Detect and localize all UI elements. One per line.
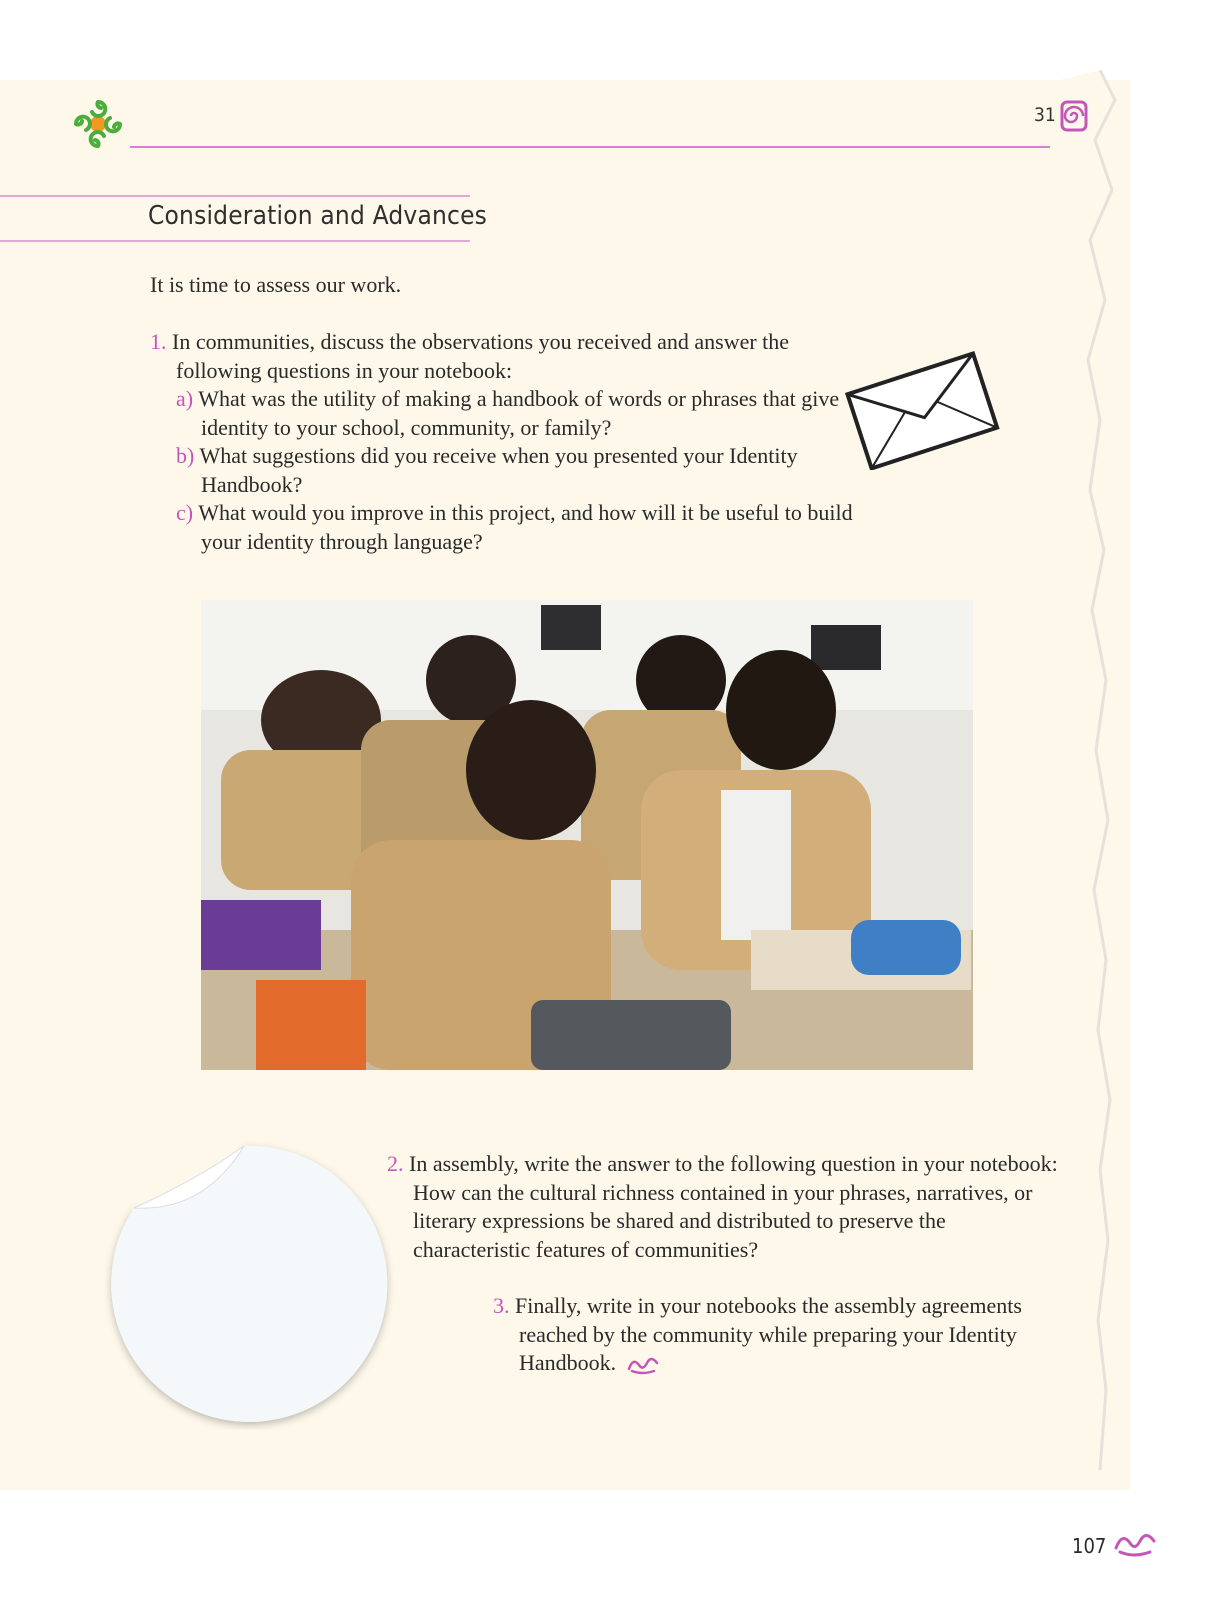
students-classroom-photo bbox=[201, 600, 973, 1070]
intro-text: It is time to assess our work. bbox=[150, 272, 402, 297]
sub-question-text: What suggestions did you receive when you presented your Identity Handbook? bbox=[199, 443, 798, 497]
question-number: 1. bbox=[150, 329, 167, 354]
header-rule bbox=[130, 146, 1050, 148]
sub-question-a bbox=[176, 385, 870, 442]
sub-question-text: What would you improve in this project, and how will it be useful to build your identity through language? bbox=[198, 500, 853, 554]
sub-question-text: What was the utility of making a handbook of words or phrases that give identity to your school, community, or family? bbox=[198, 386, 840, 440]
section-title: Consideration and Advances bbox=[148, 201, 488, 231]
spiral-glyph-icon bbox=[1060, 100, 1088, 132]
swirl-glyph-icon bbox=[626, 1355, 660, 1375]
sub-question-c bbox=[176, 499, 870, 556]
community-flower-logo-icon bbox=[70, 96, 126, 152]
blank-sticker-note bbox=[104, 1140, 394, 1430]
question-number: 2. bbox=[387, 1151, 404, 1176]
question-3 bbox=[493, 1292, 1053, 1378]
question-text: Finally, write in your notebooks the assembly agreements reached by the community while preparing your Identity Handbook. bbox=[515, 1293, 1022, 1375]
question-text: In assembly, write the answer to the following question in your notebook: How can the cultural richness contained in your phrases, narratives, or literary expressions be shared and distributed to preserve the characteristic features of communities? bbox=[409, 1151, 1058, 1262]
question-2 bbox=[387, 1150, 1067, 1264]
page-number: 107 bbox=[1072, 1534, 1107, 1558]
question-1 bbox=[150, 328, 870, 556]
question-text: In communities, discuss the observations you received and answer the following questions in your notebook: bbox=[172, 329, 790, 383]
section-title-rule-bottom bbox=[0, 240, 470, 242]
swirl-glyph-icon bbox=[1112, 1530, 1158, 1558]
torn-page-edge bbox=[1060, 70, 1130, 1510]
section-title-rule-top bbox=[0, 195, 470, 197]
question-number: 3. bbox=[493, 1293, 510, 1318]
sub-question-label: c) bbox=[176, 500, 194, 525]
sub-question-label: a) bbox=[176, 386, 194, 411]
chapter-number: 31 bbox=[1034, 104, 1056, 126]
sub-question-label: b) bbox=[176, 443, 195, 468]
envelope-icon bbox=[842, 350, 1002, 470]
sub-question-b bbox=[176, 442, 870, 499]
